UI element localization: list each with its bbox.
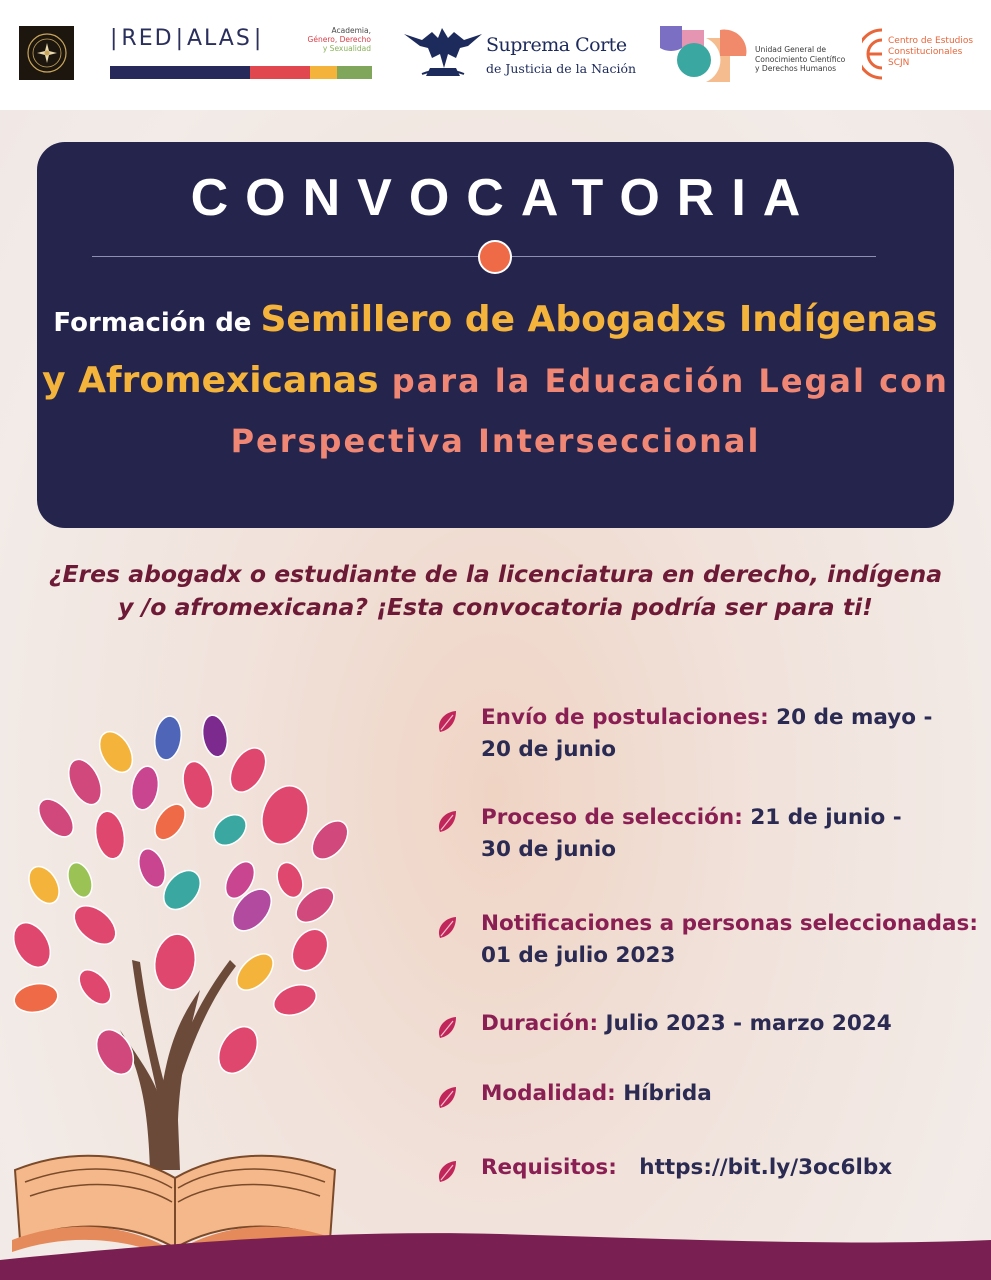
ugcc-symbol-icon [660,26,752,82]
program-title [40,292,951,474]
item-label: Modalidad: [481,1081,616,1106]
red-alas-logo [108,26,374,82]
question-line-2: y /o afromexicana? ¡Esta convocatoria podría ser para ti! [118,593,873,621]
leaf-bullet-icon [436,1160,458,1184]
red-alas-wordmark: |RED|ALAS| [110,26,264,51]
cec-symbol-icon [862,26,886,82]
red-alas-sub-1: Academia, [331,26,371,35]
item-label: Duración: [481,1011,599,1036]
ugcc-line-3: y Derechos Humanos [755,64,837,73]
logo-header [0,0,991,110]
ugcc-line-2: Conocimiento Científico [755,54,846,64]
red-alas-color-stripe [110,66,372,79]
red-alas-right: ALAS [186,26,252,51]
red-alas-subtitle [305,26,371,53]
program-title-part3: para la Educación Legal con Perspectiva Interseccional [230,362,949,460]
eagle-icon [402,24,484,82]
convocatoria-title: CONVOCATORIA [190,169,818,227]
item-value-cont: 30 de junio [481,837,616,862]
red-alas-sub-2: Género, Derecho [307,35,371,44]
program-title-part1: Formación de [53,308,261,338]
ugcc-text [755,45,845,74]
cec-logo [862,26,972,82]
item-value: Híbrida [615,1081,712,1106]
institution-seal-logo [19,26,74,80]
leaf-bullet-icon [436,710,458,734]
item-value-cont: 20 de junio [481,737,616,762]
divider-dot [478,240,512,274]
item-value: 20 de mayo - [768,705,933,730]
item-value: 21 de junio - [742,805,902,830]
leaf-bullet-icon [436,916,458,940]
ugcc-logo [660,26,860,82]
tree-book-illustration [0,700,360,1260]
leaf-bullet-icon [436,1086,458,1110]
bottom-wave [0,1200,991,1280]
requisitos-link[interactable]: https://bit.ly/3oc6lbx [616,1155,893,1180]
cec-line-1: Centro de Estudios [888,36,974,46]
program-title-part2: Semillero de Abogadxs Indígenas y Afromexicanas [42,299,938,401]
scjn-name: Suprema Corte [486,34,627,56]
item-label: Envío de postulaciones: [481,705,769,730]
item-value-cont: 01 de julio 2023 [481,943,676,968]
cec-text [888,36,973,69]
eligibility-question [0,558,991,624]
red-alas-sub-3: y Sexualidad [322,44,371,53]
red-alas-left: RED [121,26,174,51]
cec-line-3: SCJN [888,58,910,68]
item-label: Requisitos: [481,1155,617,1180]
item-label: Proceso de selección: [481,805,743,830]
item-value: Julio 2023 - marzo 2024 [598,1011,892,1036]
scjn-subname: de Justicia de la Nación [486,61,637,76]
cec-line-2: Constitucionales [888,47,963,57]
item-label: Notificaciones a personas seleccionadas: [481,911,978,936]
question-line-1: ¿Eres abogadx o estudiante de la licenciatura en derecho, indígena [48,560,943,588]
scjn-logo [402,24,642,82]
ugcc-line-1: Unidad General de [755,45,827,54]
leaf-bullet-icon [436,1016,458,1040]
leaf-bullet-icon [436,810,458,834]
